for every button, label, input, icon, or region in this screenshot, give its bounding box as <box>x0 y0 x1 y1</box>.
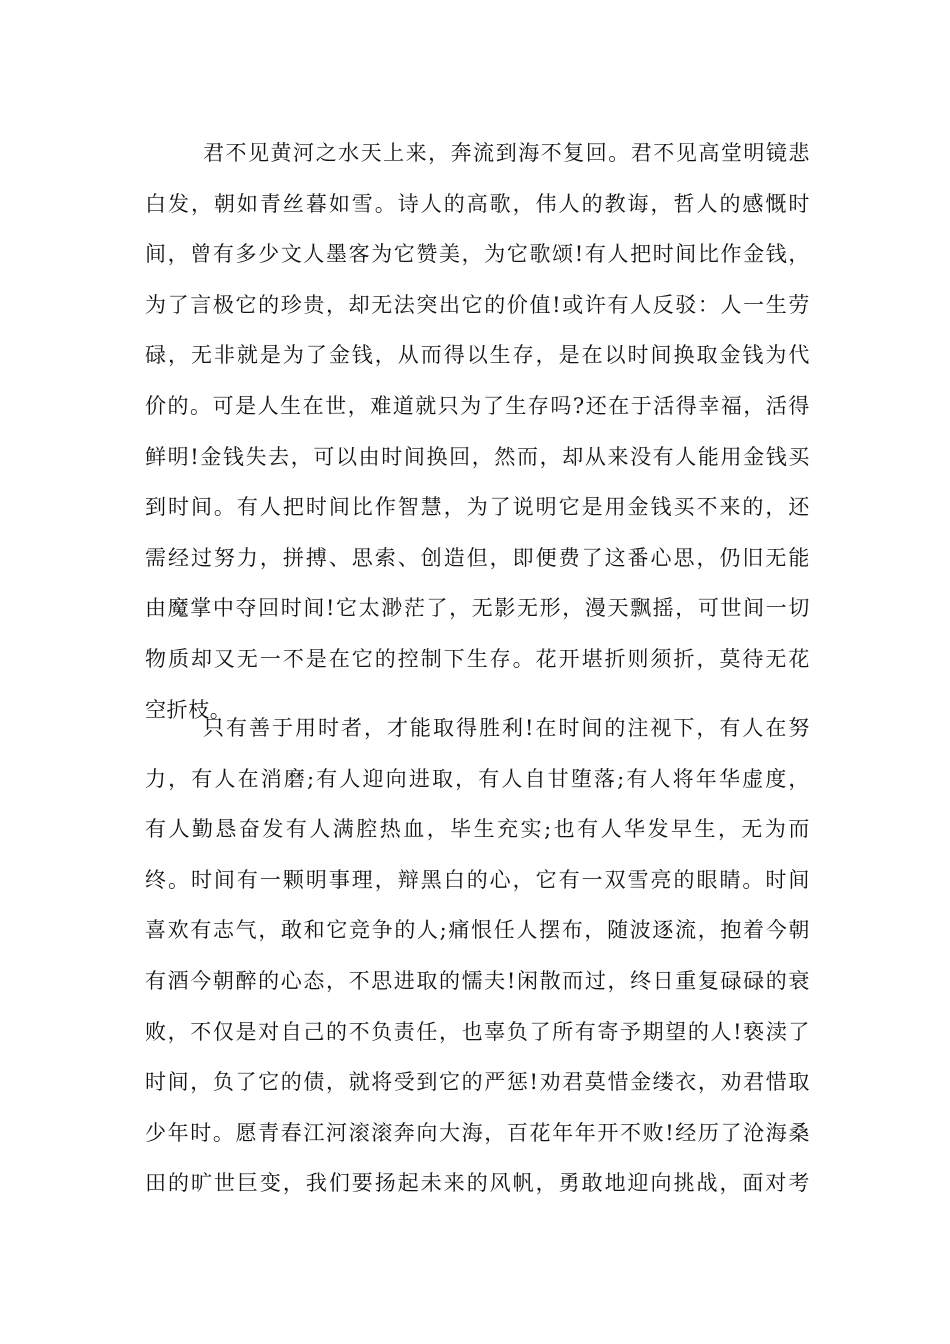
paragraph-line: 由魔掌中夺回时间!它太渺茫了，无影无形，漫天飘摇，可世间一切 <box>145 596 810 621</box>
paragraph-line: 田的旷世巨变，我们要扬起未来的风帆，勇敢地迎向挑战，面对考 <box>145 1171 810 1196</box>
paragraph-line: 败，不仅是对自己的不负责任，也辜负了所有寄予期望的人!亵渎了 <box>145 1019 810 1044</box>
paragraph-1 <box>145 134 810 741</box>
paragraph-line: 物质却又无一不是在它的控制下生存。花开堪折则须折，莫待无花 <box>145 646 810 671</box>
paragraph-line: 喜欢有志气，敢和它竞争的人;痛恨任人摆布，随波逐流，抱着今朝 <box>145 918 810 943</box>
paragraph-line: 间，曾有多少文人墨客为它赞美，为它歌颂!有人把时间比作金钱， <box>145 242 810 267</box>
paragraph-line: 鲜明!金钱失去，可以由时间换回，然而，却从来没有人能用金钱买 <box>145 444 810 469</box>
paragraph-line: 价的。可是人生在世，难道就只为了生存吗?还在于活得幸福，活得 <box>145 393 810 418</box>
paragraph-line: 白发，朝如青丝暮如雪。诗人的高歌，伟人的教诲，哲人的感慨时 <box>145 191 810 216</box>
paragraph-line: 为了言极它的珍贵，却无法突出它的价值!或许有人反驳：人一生劳 <box>145 292 810 317</box>
paragraph-line: 力，有人在消磨;有人迎向进取，有人自甘堕落;有人将年华虚度， <box>145 766 810 791</box>
paragraph-line: 有酒今朝醉的心态，不思进取的懦夫!闲散而过，终日重复碌碌的衰 <box>145 968 810 993</box>
paragraph-line: 碌，无非就是为了金钱，从而得以生存，是在以时间换取金钱为代 <box>145 343 810 368</box>
paragraph-line: 有人勤恳奋发有人满腔热血，毕生充实;也有人华发早生，无为而 <box>145 817 810 842</box>
paragraph-line: 终。时间有一颗明事理，辩黑白的心，它有一双雪亮的眼睛。时间 <box>145 867 810 892</box>
paragraph-line: 只有善于用时者，才能取得胜利!在时间的注视下，有人在努 <box>203 716 810 740</box>
paragraph-line: 空折枝。 <box>145 697 232 722</box>
paragraph-2 <box>145 709 810 1215</box>
paragraph-line: 需经过努力，拼搏、思索、创造但，即便费了这番心思，仍旧无能 <box>145 545 810 570</box>
paragraph-line: 少年时。愿青春江河滚滚奔向大海，百花年年开不败!经历了沧海桑 <box>145 1120 810 1145</box>
paragraph-line: 到时间。有人把时间比作智慧，为了说明它是用金钱买不来的，还 <box>145 495 810 520</box>
paragraph-line: 君不见黄河之水天上来，奔流到海不复回。君不见高堂明镜悲 <box>203 141 810 165</box>
paragraph-line: 时间，负了它的债，就将受到它的严惩!劝君莫惜金缕衣，劝君惜取 <box>145 1070 810 1095</box>
